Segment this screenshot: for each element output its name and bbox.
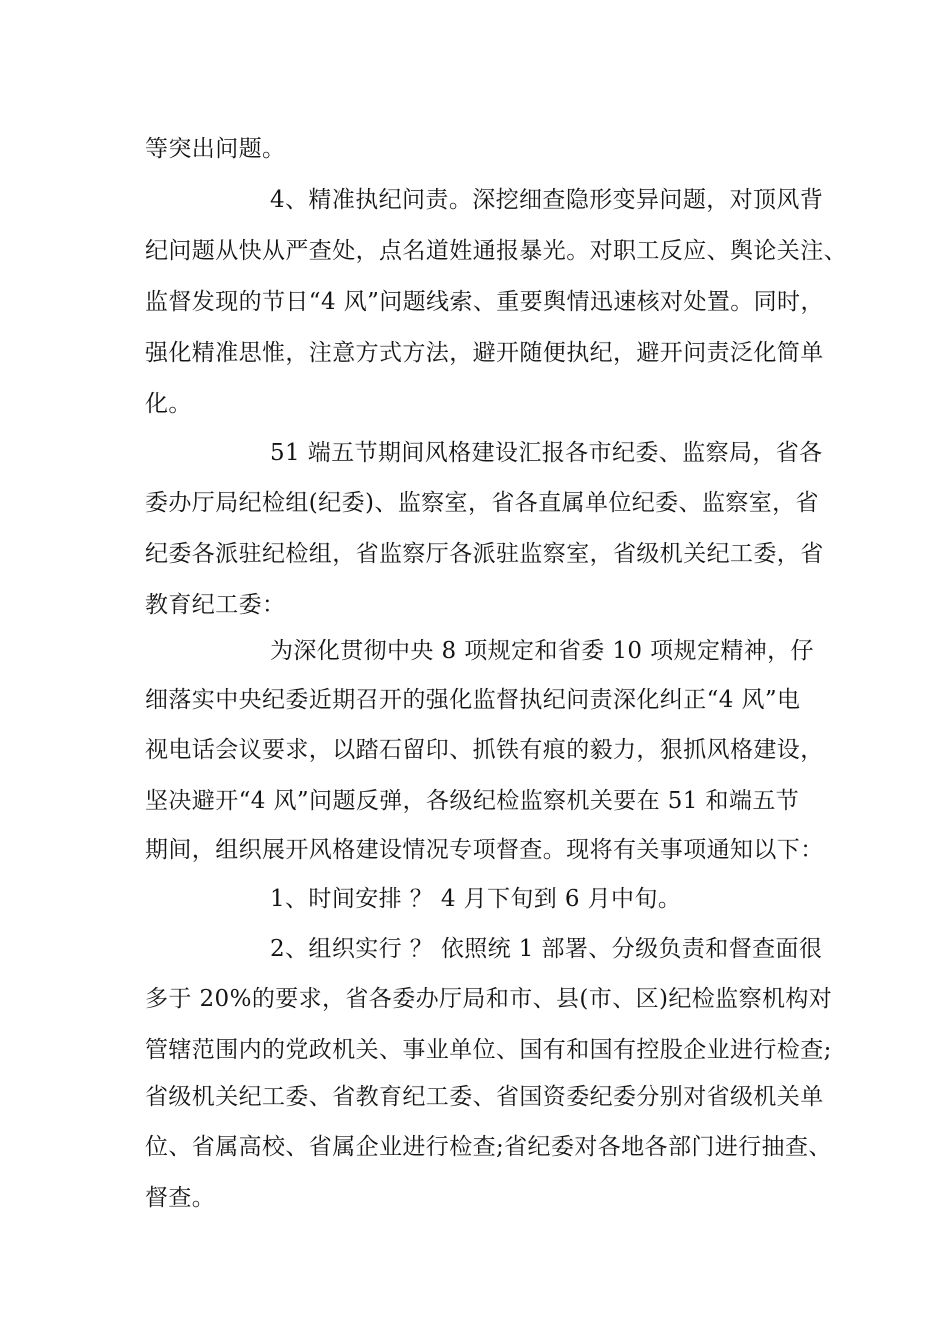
text-line: 纪问题从快从严查处，点名道姓通报暴光。对职工反应、舆论关注、 xyxy=(145,238,847,264)
text-line: 坚决避开“4 风”问题反弹，各级纪检监察机关要在 51 和端五节 xyxy=(145,788,800,814)
text-line: 2、组织实行 ？ 依照统 1 部署、分级负责和督查面很 xyxy=(270,936,823,962)
text-line: 省级机关纪工委、省教育纪工委、省国资委纪委分别对省级机关单 xyxy=(145,1084,824,1110)
text-line: 等突出问题。 xyxy=(145,136,286,162)
text-line: 教育纪工委： xyxy=(145,592,286,618)
text-line: 多于 20%的要求，省各委办厅局和市、县(市、区)纪检监察机构对 xyxy=(145,986,833,1012)
text-line: 细落实中央纪委近期召开的强化监督执纪问责深化纠正“4 风”电 xyxy=(145,687,801,713)
text-line: 为深化贯彻中央 8 项规定和省委 10 项规定精神，仔 xyxy=(270,638,814,664)
text-line: 监督发现的节日“4 风”问题线索、重要舆情迅速核对处置。同时， xyxy=(145,289,824,315)
text-line: 4、精准执纪问责。深挖细查隐形变异问题，对顶风背 xyxy=(270,187,824,213)
text-line: 化。 xyxy=(145,391,192,417)
text-line: 51 端五节期间风格建设汇报各市纪委、监察局，省各 xyxy=(270,440,823,466)
text-line: 督查。 xyxy=(145,1185,216,1211)
text-line: 位、省属高校、省属企业进行检查;省纪委对各地各部门进行抽查、 xyxy=(145,1134,832,1160)
text-line: 管辖范围内的党政机关、事业单位、国有和国有控股企业进行检查; xyxy=(145,1037,832,1063)
text-line: 视电话会议要求，以踏石留印、抓铁有痕的毅力，狠抓风格建设， xyxy=(145,737,824,763)
text-line: 纪委各派驻纪检组，省监察厅各派驻监察室，省级机关纪工委，省 xyxy=(145,541,824,567)
text-line: 1、时间安排 ？ 4 月下旬到 6 月中旬。 xyxy=(270,886,682,912)
text-line: 强化精准思惟，注意方式方法，避开随便执纪，避开问责泛化简单 xyxy=(145,340,824,366)
text-line: 委办厅局纪检组(纪委)、监察室，省各直属单位纪委、监察室，省 xyxy=(145,490,819,516)
text-line: 期间，组织展开风格建设情况专项督查。现将有关事项通知以下： xyxy=(145,837,824,863)
